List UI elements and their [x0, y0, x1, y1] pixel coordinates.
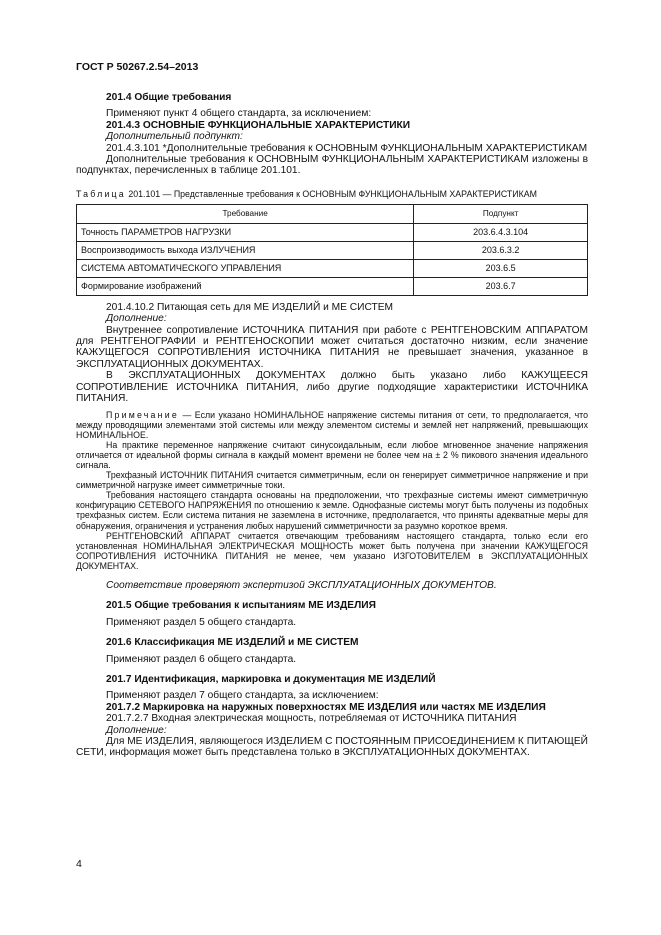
compliance-statement: Соответствие проверяют экспертизой ЭКСПЛУАТАЦИОННЫХ ДОКУМЕНТОВ.: [106, 580, 497, 591]
item-201-7-2-7: 201.7.2.7 Входная электрическая мощность, потребляемая от ИСТОЧНИКА ПИТАНИЯ: [106, 713, 517, 725]
table-cell-subclause: 203.6.5: [414, 259, 588, 277]
section-201-7-text: Для МЕ ИЗДЕЛИЯ, являющегося ИЗДЕЛИЕМ С ПОСТОЯННЫМ ПРИСОЕДИНЕНИЕМ К ПИТАЮЩЕЙ СЕТИ, информация может быть представлена только в ЭКСПЛУАТАЦИОННЫХ ДОКУМЕНТАХ.: [76, 736, 588, 759]
table-header-requirement: Требование: [77, 204, 414, 223]
section-201-6-title: 201.6 Классификация МЕ ИЗДЕЛИЙ и МЕ СИСТЕМ: [106, 637, 359, 649]
additional-subclause-label: Дополнительный подпункт:: [106, 131, 243, 143]
section-201-4-3-title: 201.4.3 ОСНОВНЫЕ ФУНКЦИОНАЛЬНЫЕ ХАРАКТЕРИСТИКИ: [106, 119, 411, 131]
table-row: [77, 259, 588, 277]
table-cell-requirement: Точность ПАРАМЕТРОВ НАГРУЗКИ: [77, 223, 414, 241]
table-cell-requirement: Формирование изображений: [77, 277, 414, 295]
table-caption-word: Таблица: [76, 188, 126, 199]
note-assumption: Требования настоящего стандарта основаны на предположении, что трехфазные системы имеют симметричную конфигурацию СЕТЕВОГО НАПРЯЖЕНИЯ по отношению к земле. Однофазные системы могут быть получены из подобных трехфазных систем. Если система питания не заземлена в источнике, предполагается, что приняты адекватные меры для обнаружения, ограничения и устранения любых нарушений симметричности за разумно короткое время.: [76, 490, 588, 531]
item-201-4-3-101-text: Дополнительные требования к ОСНОВНЫМ ФУНКЦИОНАЛЬНЫМ ХАРАКТЕРИСТИКАМ изложены в подпунктах, перечисленных в таблице 201.101.: [76, 154, 588, 177]
note-sinusoidal: На практике переменное напряжение считают синусоидальным, если любое мгновенное значение напряжения отличается от идеальной формы сигнала в каждый момент времени не более чем на ± 2 % пикового значения идеального сигнала.: [76, 439, 588, 470]
table-cell-requirement: Воспроизводимость выхода ИЗЛУЧЕНИЯ: [77, 241, 414, 259]
section-201-7-title: 201.7 Идентификация, маркировка и документация МЕ ИЗДЕЛИЙ: [106, 674, 436, 686]
note-three-phase: Трехфазный ИСТОЧНИК ПИТАНИЯ считается симметричным, если он генерирует симметричное напряжение и при симметричной нагрузке имеет симметричные токи.: [76, 470, 588, 491]
section-201-4-10-2-heading: 201.4.10.2 Питающая сеть для МЕ ИЗДЕЛИЙ и МЕ СИСТЕМ: [106, 301, 393, 313]
note-text: — Если указано НОМИНАЛЬНОЕ напряжение системы питания от сети, то предполагается, что между проводящими элементами этой системы или между элементом системы и землей нет напряжений, превышающих НОМИНАЛЬНОЕ.: [76, 409, 588, 440]
section-201-5-title: 201.5 Общие требования к испытаниям МЕ ИЗДЕЛИЯ: [106, 600, 376, 612]
note-word: Примечание: [106, 409, 179, 420]
section-201-7-2-title: 201.7.2 Маркировка на наружных поверхностях МЕ ИЗДЕЛИЯ или частях МЕ ИЗДЕЛИЯ: [106, 701, 546, 713]
item-201-4-3-101: 201.4.3.101 *Дополнительные требования к ОСНОВНЫМ ФУНКЦИОНАЛЬНЫМ ХАРАКТЕРИСТИКАМ: [106, 142, 588, 154]
addendum-label: Дополнение:: [106, 313, 167, 325]
table-cell-subclause: 203.6.3.2: [414, 241, 588, 259]
standard-header: ГОСТ Р 50267.2.54–2013: [76, 61, 199, 73]
note-paragraph: [76, 410, 588, 440]
page-number: 4: [76, 858, 82, 870]
table-header-subclause: Подпункт: [414, 204, 588, 223]
section-201-4-title: 201.4 Общие требования: [106, 92, 232, 103]
table-cell-subclause: 203.6.7: [414, 277, 588, 295]
table-row: [77, 241, 588, 259]
table-cell-subclause: 203.6.4.3.104: [414, 223, 588, 241]
table-header-row: [77, 204, 588, 223]
section-201-5-text: Применяют раздел 5 общего стандарта.: [106, 616, 297, 628]
table-caption: [76, 189, 588, 199]
paragraph-operating-docs: В ЭКСПЛУАТАЦИОННЫХ ДОКУМЕНТАХ должно быть указано либо КАЖУЩЕЕСЯ СОПРОТИВЛЕНИЕ ИСТОЧНИКА ПИТАНИЯ, либо другие подходящие характеристики ИСТОЧНИКА ПИТАНИЯ.: [76, 370, 588, 405]
paragraph-internal-resistance: Внутреннее сопротивление ИСТОЧНИКА ПИТАНИЯ при работе с РЕНТГЕНОВСКИМ АППАРАТОМ для РЕНТГЕНОГРАФИИ и РЕНТГЕНОСКОПИИ может считаться достаточно низким, если значение КАЖУЩЕГОСЯ СОПРОТИВЛЕНИЯ ИСТОЧНИКА ПИТАНИЯ не превышает значения, указанное в ЭКСПЛУАТАЦИОННЫХ ДОКУМЕНТАХ.: [76, 324, 588, 370]
page-content: [76, 92, 588, 759]
addendum-label-2: Дополнение:: [106, 724, 167, 736]
section-201-4-intro: Применяют пункт 4 общего стандарта, за исключением:: [106, 108, 372, 120]
table-caption-text: 201.101 — Представленные требования к ОСНОВНЫМ ФУНКЦИОНАЛЬНЫМ ХАРАКТЕРИСТИКАМ: [125, 188, 537, 199]
section-201-7-intro: Применяют раздел 7 общего стандарта, за исключением:: [106, 690, 379, 702]
table-cell-requirement: СИСТЕМА АВТОМАТИЧЕСКОГО УПРАВЛЕНИЯ: [77, 259, 414, 277]
requirements-table: [76, 204, 588, 296]
section-201-6-text: Применяют раздел 6 общего стандарта.: [106, 653, 297, 665]
note-xray-power: РЕНТГЕНОВСКИЙ АППАРАТ считается отвечающим требованиям настоящего стандарта, только если его установленная НОМИНАЛЬНАЯ ЭЛЕКТРИЧЕСКАЯ МОЩНОСТЬ может быть получена при значении КАЖУЩЕГОСЯ СОПРОТИВЛЕНИЯ ИСТОЧНИКА ПИТАНИЯ не менее, чем указано ИЗГОТОВИТЕЛЕМ в ЭКСПЛУАТАЦИОННЫХ ДОКУМЕНТАХ.: [76, 530, 588, 571]
table-row: [77, 277, 588, 295]
table-row: [77, 223, 588, 241]
